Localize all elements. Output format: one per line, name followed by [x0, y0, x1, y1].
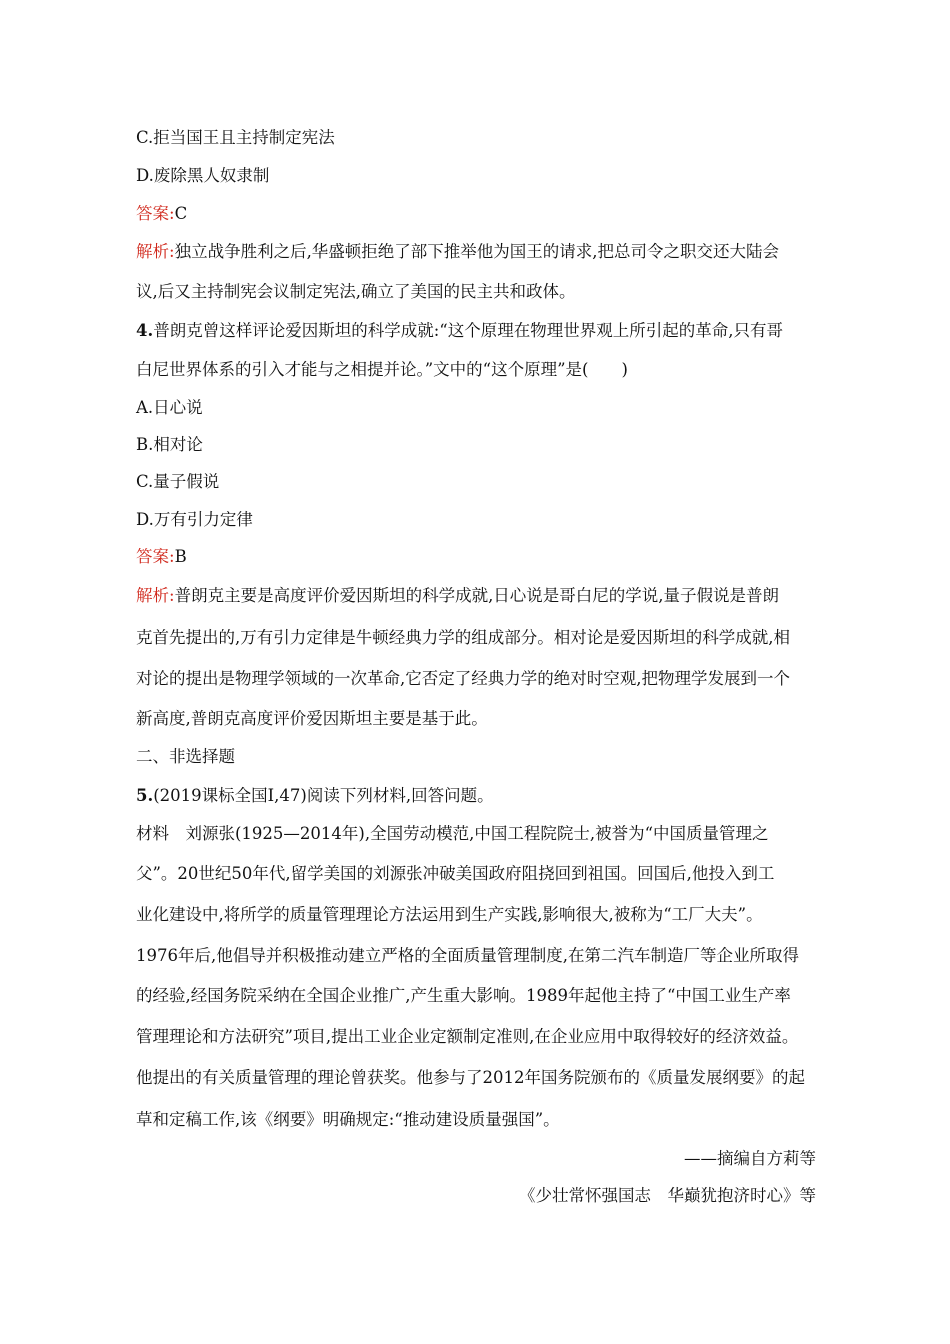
q3-analysis-line-2: 议,后又主持制宪会议制定宪法,确立了美国的民主共和政体。 [136, 282, 576, 301]
q4-stem-line-2: 白尼世界体系的引入才能与之相提并论。”文中的“这个原理”是( ) [136, 360, 628, 379]
q4-analysis-line-4: 新高度,普朗克高度评价爱因斯坦主要是基于此。 [136, 709, 488, 728]
q5-material-line-2: 父”。20世纪50年代,留学美国的刘源张冲破美国政府阻挠回到祖国。回国后,他投入到工 [136, 864, 775, 883]
q3-option-d: D.废除黑人奴隶制 [136, 166, 270, 185]
q4-option-b: B.相对论 [136, 435, 203, 454]
q5-material-line-1: 材料 刘源张(1925—2014年),全国劳动模范,中国工程院院士,被誉为“中国质量管理之 [136, 824, 769, 843]
q4-analysis-line-2: 克首先提出的,万有引力定律是牛顿经典力学的组成部分。相对论是爱因斯坦的科学成就,相 [136, 628, 790, 647]
q5-material-line-4: 1976年后,他倡导并积极推动建立严格的全面质量管理制度,在第二汽车制造厂等企业所取得 [136, 946, 799, 965]
q4-answer [136, 547, 826, 567]
q5-material-line-5: 的经验,经国务院采纳在全国企业推广,产生重大影响。1989年起他主持了“中国工业生产率 [136, 986, 791, 1005]
analysis-text: 普朗克主要是高度评价爱因斯坦的科学成就,日心说是哥白尼的学说,量子假说是普朗 [174, 586, 780, 605]
analysis-label: 解析: [136, 242, 175, 261]
question-text: 普朗克曾这样评论爱因斯坦的科学成就:“这个原理在物理世界观上所引起的革命,只有哥 [153, 321, 783, 340]
q4-option-d: D.万有引力定律 [136, 510, 253, 529]
source-attribution-line-2: 《少壮常怀强国志 华巅犹抱济时心》等 [519, 1186, 816, 1205]
q5-material-line-7: 他提出的有关质量管理的理论曾获奖。他参与了2012年国务院颁布的《质量发展纲要》的起 [136, 1068, 805, 1087]
q4-analysis-line-3: 对论的提出是物理学领域的一次革命,它否定了经典力学的绝对时空观,把物理学发展到一个 [136, 669, 790, 688]
question-number: 5. [136, 786, 154, 805]
answer-label: 答案: [136, 204, 175, 223]
question-text: (2019课标全国Ⅰ,47)阅读下列材料,回答问题。 [153, 786, 494, 805]
q4-stem-line-1 [136, 321, 826, 341]
answer-value: B [174, 547, 187, 566]
source-attribution-line-1: ——摘编自方莉等 [684, 1149, 816, 1168]
q5-material-line-3: 业化建设中,将所学的质量管理理论方法运用到生产实践,影响很大,被称为“工厂大夫”。 [136, 905, 763, 924]
q4-option-a: A.日心说 [136, 398, 203, 417]
q4-analysis-line-1 [136, 586, 826, 606]
q3-option-c: C.拒当国王且主持制定宪法 [136, 128, 335, 147]
q5-material-line-6: 管理理论和方法研究”项目,提出工业企业定额制定准则,在企业应用中取得较好的经济效益。 [136, 1027, 799, 1046]
section-heading: 二、非选择题 [136, 747, 235, 766]
q3-answer [136, 204, 826, 224]
q5-material-line-8: 草和定稿工作,该《纲要》明确规定:“推动建设质量强国”。 [136, 1110, 560, 1129]
answer-label: 答案: [136, 547, 175, 566]
answer-value: C [174, 204, 188, 223]
q3-analysis-line-1 [136, 242, 826, 262]
q4-option-c: C.量子假说 [136, 472, 220, 491]
analysis-text: 独立战争胜利之后,华盛顿拒绝了部下推举他为国王的请求,把总司令之职交还大陆会 [174, 242, 780, 261]
analysis-label: 解析: [136, 586, 175, 605]
question-number: 4. [136, 321, 154, 340]
q5-stem [136, 786, 826, 806]
